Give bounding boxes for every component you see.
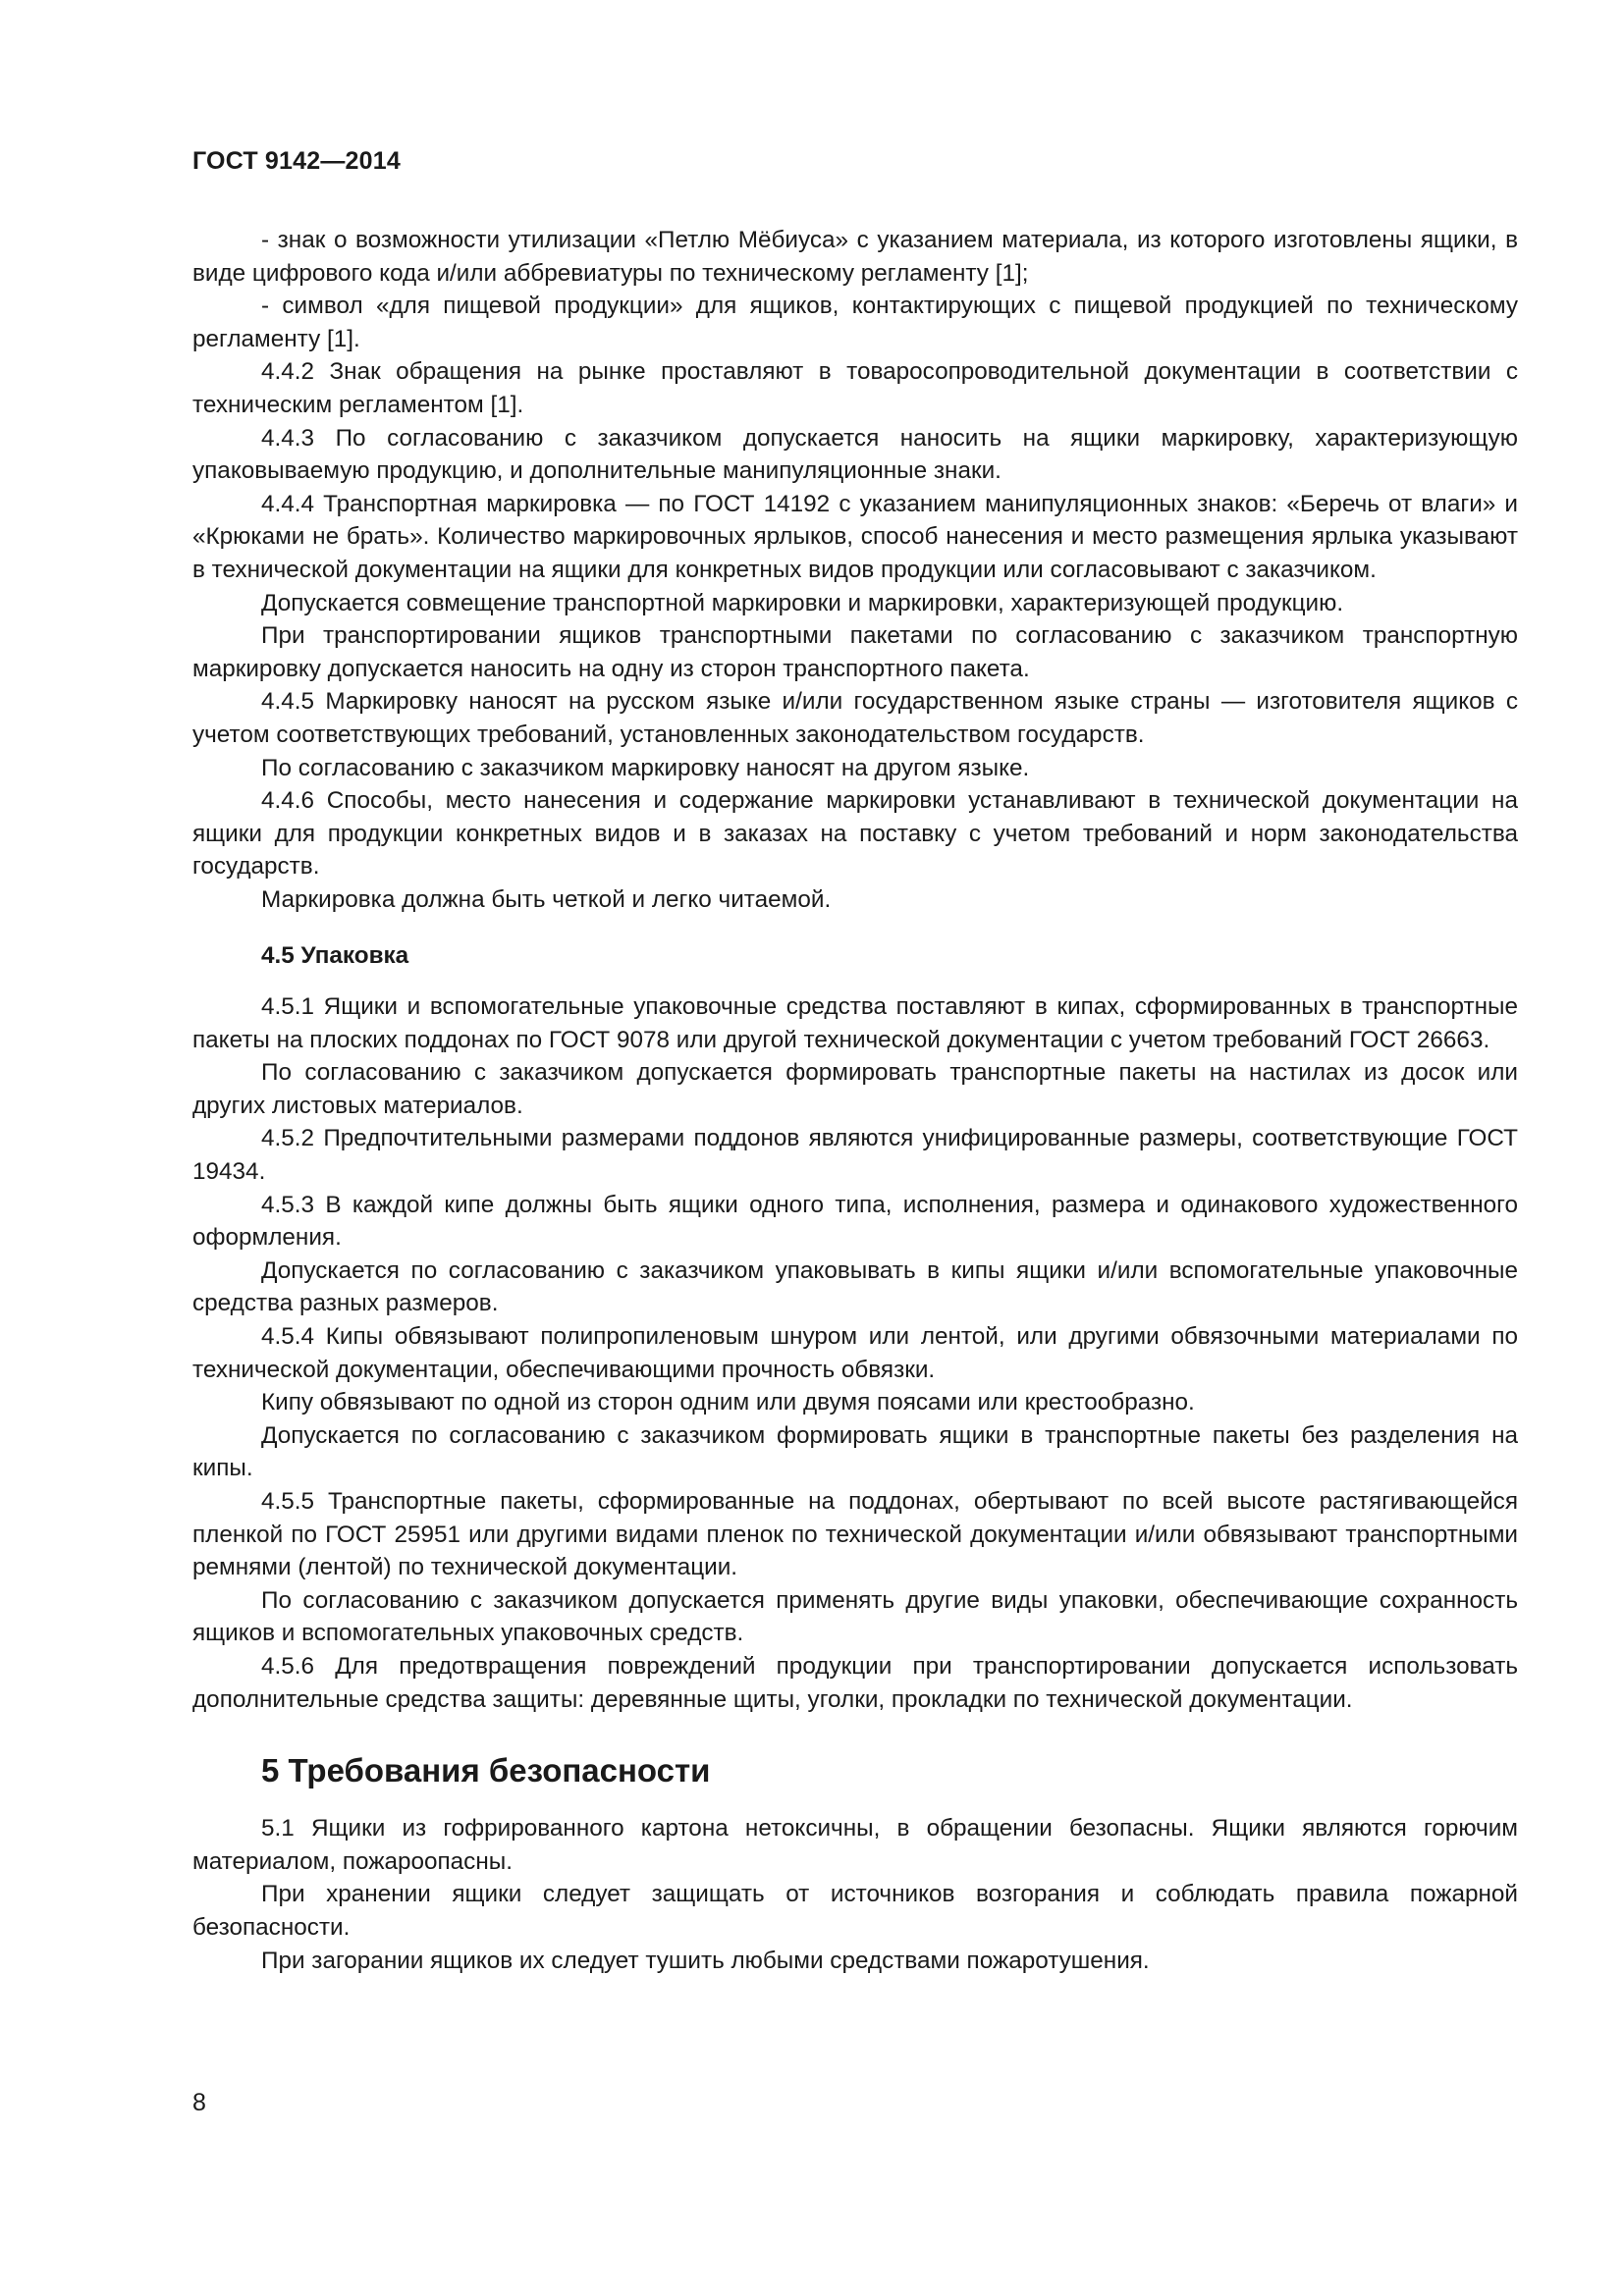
paragraph: Допускается по согласованию с заказчиком формировать ящики в транспортные пакеты без разделения на кипы.	[192, 1421, 1518, 1482]
paragraph: 4.5.1 Ящики и вспомогательные упаковочные средства поставляют в кипах, сформированных в транспортные пакеты на плоских поддонах по ГОСТ 9078 или другой технической документации с учетом требований ГОСТ 26663.	[192, 993, 1518, 1053]
paragraph: - символ «для пищевой продукции» для ящиков, контактирующих с пищевой продукцией по техническому регламенту [1].	[192, 293, 1518, 352]
packaging-paragraphs	[192, 990, 1518, 1716]
paragraph: - знак о возможности утилизации «Петлю Мёбиуса» с указанием материала, из которого изготовлены ящики, в виде цифрового кода и/или аббревиатуры по техническому регламенту [1];	[192, 227, 1518, 287]
paragraph: При загорании ящиков их следует тушить любыми средствами пожаротушения.	[261, 1947, 1150, 1974]
paragraph: 4.5.4 Кипы обвязывают полипропиленовым шнуром или лентой, или другими обвязочными материалами по технической документации, обеспечивающими прочность обвязки.	[192, 1323, 1518, 1383]
paragraph: По согласованию с заказчиком маркировку наносят на другом языке.	[261, 754, 1030, 781]
paragraph: 4.5.2 Предпочтительными размерами поддонов являются унифицированные размеры, соответствующие ГОСТ 19434.	[192, 1125, 1518, 1186]
safety-paragraphs	[192, 1812, 1518, 1977]
paragraph: По согласованию с заказчиком допускается применять другие виды упаковки, обеспечивающие сохранность ящиков и вспомогательных упаковочных средств.	[192, 1586, 1518, 1647]
paragraph: При транспортировании ящиков транспортными пакетами по согласованию с заказчиком транспортную маркировку допускается наносить на одну из сторон транспортного пакета.	[192, 622, 1518, 682]
paragraph: 4.4.4 Транспортная маркировка — по ГОСТ 14192 с указанием манипуляционных знаков: «Беречь от влаги» и «Крюками не брать». Количество маркировочных ярлыков, способ нанесения и место размещения ярлыка указывают в технической документации на ящики для конкретных видов продукции или согласовывают с заказчиком.	[192, 490, 1518, 583]
paragraph: 4.5.3 В каждой кипе должны быть ящики одного типа, исполнения, размера и одинакового художественного оформления.	[192, 1191, 1518, 1252]
paragraph: 4.4.5 Маркировку наносят на русском языке и/или государственном языке страны — изготовителя ящиков с учетом соответствующих требований, установленных законодательством государств.	[192, 688, 1518, 748]
document-header: ГОСТ 9142—2014	[192, 147, 401, 175]
paragraph: 5.1 Ящики из гофрированного картона нетоксичны, в обращении безопасны. Ящики являются горючим материалом, пожароопасны.	[192, 1815, 1518, 1875]
section-heading-safety: 5 Требования безопасности	[261, 1752, 711, 1789]
paragraph: При хранении ящики следует защищать от источников возгорания и соблюдать правила пожарной безопасности.	[192, 1881, 1518, 1941]
document-body	[192, 224, 1518, 1977]
paragraph: 4.4.6 Способы, место нанесения и содержание маркировки устанавливают в технической документации на ящики для продукции конкретных видов и в заказах на поставку с учетом требований и норм законодательства государств.	[192, 787, 1518, 881]
paragraph: По согласованию с заказчиком допускается формировать транспортные пакеты на настилах из досок или других листовых материалов.	[192, 1059, 1518, 1119]
paragraph: Маркировка должна быть четкой и легко читаемой.	[261, 885, 832, 913]
subsection-heading-packaging: 4.5 Упаковка	[261, 942, 409, 970]
page-number: 8	[192, 2089, 206, 2116]
paragraph: Кипу обвязывают по одной из сторон одним или двумя поясами или крестообразно.	[261, 1389, 1195, 1416]
paragraph: Допускается по согласованию с заказчиком упаковывать в кипы ящики и/или вспомогательные упаковочные средства разных размеров.	[192, 1256, 1518, 1317]
paragraph: 4.4.2 Знак обращения на рынке проставляют в товаросопроводительной документации в соответствии с техническим регламентом [1].	[192, 358, 1518, 418]
paragraph: 4.5.5 Транспортные пакеты, сформированные на поддонах, обертывают по всей высоте растягивающейся пленкой по ГОСТ 25951 или другими видами пленок по технической документации и/или обвязывают транспортными ремнями (лентой) по технической документации.	[192, 1487, 1518, 1581]
paragraph: 4.5.6 Для предотвращения повреждений продукции при транспортировании допускается использовать дополнительные средства защиты: деревянные щиты, уголки, прокладки по технической документации.	[192, 1652, 1518, 1713]
paragraph: Допускается совмещение транспортной маркировки и маркировки, характеризующей продукцию.	[261, 589, 1344, 616]
paragraph: 4.4.3 По согласованию с заказчиком допускается наносить на ящики маркировку, характеризующую упаковываемую продукцию, и дополнительные манипуляционные знаки.	[192, 424, 1518, 485]
marking-paragraphs	[192, 224, 1518, 916]
